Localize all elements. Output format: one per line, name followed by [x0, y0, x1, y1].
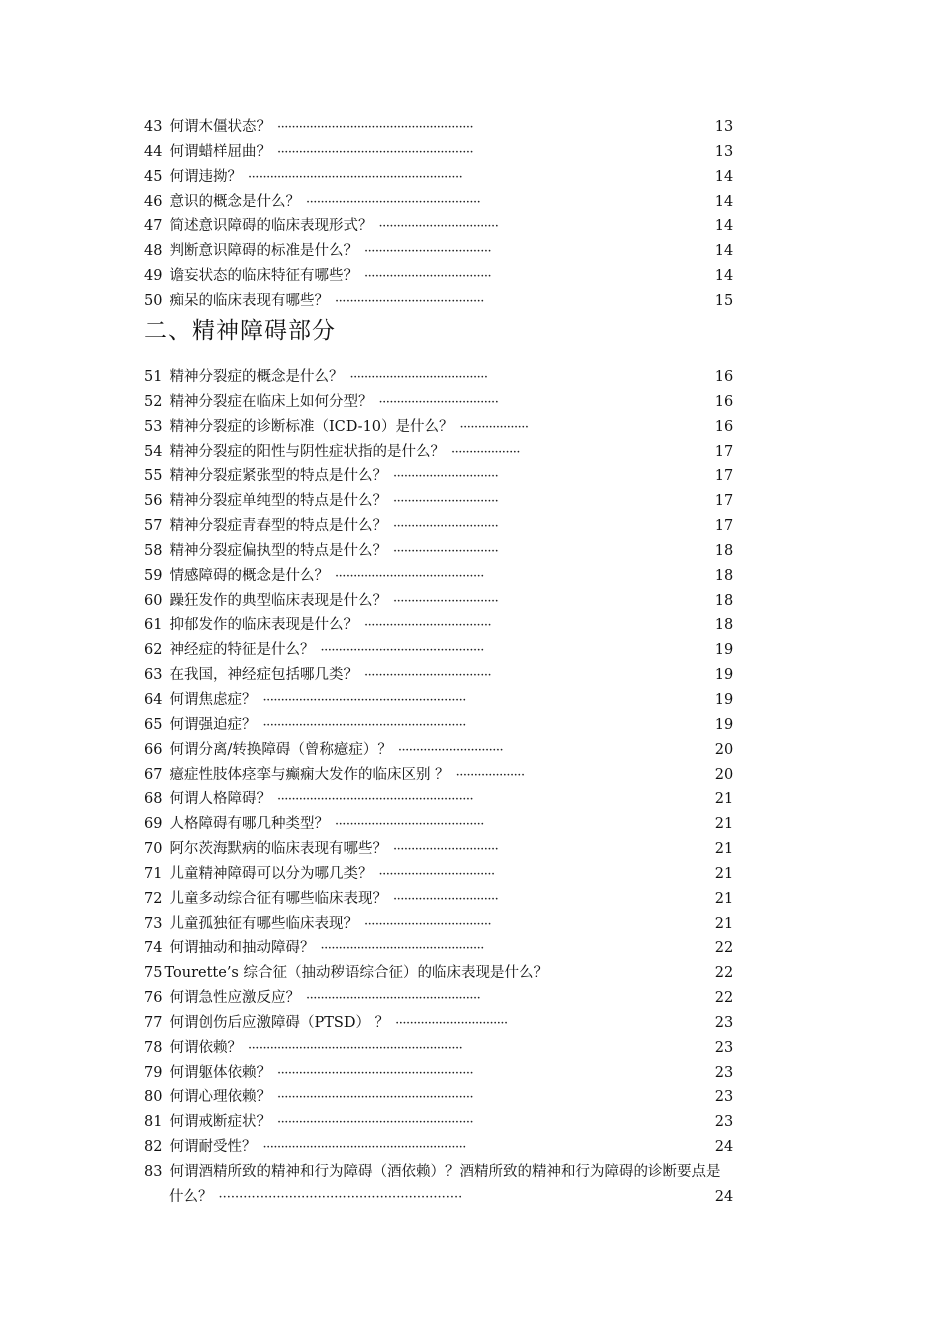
toc-entry-page-number: 21 [714, 915, 734, 932]
toc-entry-page-number: 14 [714, 168, 734, 185]
toc-entry-number: 80 [144, 1089, 163, 1106]
toc-entry-number: 56 [144, 493, 163, 510]
toc-entry-page-number: 20 [714, 741, 734, 758]
toc-entry-number: 62 [144, 642, 163, 659]
toc-dot-leader: ······················································ [276, 120, 474, 135]
toc-entry-number: 45 [144, 168, 163, 185]
toc-entry-page-number: 17 [714, 468, 734, 485]
toc-entry-page-number: 20 [714, 766, 734, 783]
toc-entry-number: 44 [144, 143, 163, 160]
toc-dot-leader: ······························· [395, 1015, 508, 1031]
toc-entry-number: 77 [144, 1014, 163, 1031]
toc-dot-leader: ················································ [305, 991, 481, 1007]
toc-entry[interactable] [144, 1135, 808, 1160]
toc-entry-title: 何谓强迫症？ [169, 716, 257, 733]
toc-entry[interactable] [144, 214, 808, 239]
toc-entry-page-number: 21 [714, 865, 734, 882]
toc-dot-leader: ························································ [262, 1140, 466, 1156]
section-heading: 二、精神障碍部分 [144, 318, 336, 344]
toc-dot-leader: ········································· [334, 817, 484, 833]
toc-dot-leader: ··················· [459, 419, 529, 435]
toc-dot-leader: ····························· [392, 842, 499, 858]
toc-entry-number: 48 [144, 243, 163, 260]
toc-dot-leader: ····························· [392, 519, 499, 535]
toc-entry-title: 何谓抽动和抽动障碍？ [169, 940, 315, 957]
toc-entry[interactable] [144, 1061, 808, 1086]
toc-entry[interactable] [144, 440, 808, 465]
toc-entry-title: 何谓躯体依赖？ [169, 1064, 271, 1081]
toc-entry-number: 58 [144, 542, 163, 559]
toc-entry-title: 何谓急性应激反应？ [169, 990, 300, 1007]
toc-entry[interactable] [144, 663, 808, 688]
toc-entry-number: 65 [144, 716, 163, 733]
toc-entry-number: 70 [144, 841, 163, 858]
toc-entry-line-1 [144, 1160, 808, 1185]
toc-dot-leader: ··························································· [247, 1040, 463, 1056]
toc-entry[interactable] [144, 961, 808, 986]
toc-dot-leader: ············································· [320, 643, 484, 659]
toc-entry-page-number: 23 [714, 1039, 734, 1056]
toc-entry-page-number: 16 [714, 418, 734, 435]
toc-entry-page-number: 21 [714, 791, 734, 808]
toc-entry[interactable] [144, 837, 808, 862]
toc-entry[interactable] [144, 812, 808, 837]
toc-entry-number: 47 [144, 218, 163, 235]
toc-entry-title: 情感障碍的概念是什么？ [169, 567, 329, 584]
toc-entry-title: 何谓依赖？ [169, 1039, 242, 1056]
toc-dot-leader: ························································ [262, 717, 466, 733]
toc-entry-title: 何谓蜡样屈曲？ [169, 143, 271, 160]
toc-dot-leader: ······················································ [276, 1090, 474, 1106]
toc-entry-number: 75 [144, 965, 163, 982]
toc-entry[interactable] [144, 390, 808, 415]
toc-entry-title: 神经症的特征是什么？ [169, 642, 315, 659]
toc-section-1-list [144, 115, 808, 314]
toc-entry-page-number: 14 [714, 193, 734, 210]
toc-entry-page-number: 18 [714, 542, 734, 559]
toc-entry-number: 83 [144, 1164, 163, 1180]
toc-entry-number: 66 [144, 741, 163, 758]
toc-dot-leader: ········································· [334, 568, 484, 584]
toc-dot-leader: ····························· [392, 891, 499, 907]
toc-entry-number: 60 [144, 592, 163, 609]
toc-dot-leader: ································· [378, 219, 499, 235]
toc-entry[interactable] [144, 862, 808, 887]
toc-entry[interactable] [144, 936, 808, 961]
toc-entry-title: 何谓违拗？ [169, 168, 242, 185]
toc-entry-number: 78 [144, 1039, 163, 1056]
toc-entry-page-number: 14 [714, 243, 734, 260]
toc-entry-title: 痴呆的临床表现有哪些？ [169, 292, 329, 309]
toc-entry-title: 精神分裂症的诊断标准（ICD-10）是什么？ [169, 418, 454, 435]
toc-entry-page-number: 22 [714, 990, 734, 1007]
toc-entry-page-number: 14 [714, 218, 734, 235]
toc-entry[interactable] [144, 539, 808, 564]
toc-entry-page-number: 14 [714, 268, 734, 285]
toc-entry-title: 判断意识障碍的标准是什么？ [169, 243, 358, 260]
toc-entry-number: 43 [144, 119, 163, 135]
toc-dot-leader: ····························· [392, 494, 499, 510]
toc-entry-page-number: 17 [714, 443, 734, 460]
toc-entry-page-number: 18 [714, 592, 734, 609]
toc-entry[interactable] [144, 638, 808, 663]
toc-entry-number: 59 [144, 567, 163, 584]
toc-entry-page-number: 23 [714, 1114, 734, 1131]
toc-dot-leader: ················································ [305, 194, 481, 210]
toc-entry-title: 抑郁发作的临床表现是什么？ [169, 617, 358, 634]
toc-entry-number: 69 [144, 816, 163, 833]
toc-entry-page-number: 23 [714, 1089, 734, 1106]
toc-entry-title: 何谓分离/转换障碍（曾称癔症）？ [169, 741, 392, 758]
toc-entry-title: 精神分裂症偏执型的特点是什么？ [169, 542, 387, 559]
toc-dot-leader: ··································· [363, 916, 492, 932]
toc-entry[interactable] [144, 763, 808, 788]
toc-dot-leader: ····························· [397, 742, 504, 758]
toc-dot-leader: ······································ [349, 370, 488, 385]
toc-entry-number: 73 [144, 915, 163, 932]
toc-dot-leader: ··························································· [247, 169, 463, 185]
toc-entry-title: 何谓创伤后应激障碍（PTSD） ？ [169, 1014, 390, 1031]
toc-entry-page-number: 13 [714, 143, 734, 160]
toc-entry-page-number: 21 [714, 841, 734, 858]
toc-entry-number: 72 [144, 890, 163, 907]
toc-entry-title: 何谓焦虑症？ [169, 691, 257, 708]
toc-entry-number: 53 [144, 418, 163, 435]
toc-entry-page-number: 18 [714, 567, 734, 584]
toc-entry-page-number: 17 [714, 518, 734, 535]
toc-dot-leader: ······················································ [276, 1115, 474, 1131]
toc-dot-leader: ··································· [363, 244, 492, 260]
toc-entry-number: 67 [144, 766, 163, 783]
toc-entry[interactable] [144, 464, 808, 489]
toc-entry-page-number: 13 [714, 119, 734, 135]
toc-entry-title: 儿童精神障碍可以分为哪几类？ [169, 865, 373, 882]
toc-entry-number: 49 [144, 268, 163, 285]
toc-entry-title: 何谓木僵状态？ [169, 119, 271, 135]
toc-entry-page-number: 18 [714, 617, 734, 634]
toc-entry[interactable] [144, 986, 808, 1011]
toc-entry[interactable] [144, 289, 808, 314]
toc-entry-page-number: 22 [714, 940, 734, 957]
toc-section-2-list [144, 365, 808, 1210]
toc-entry[interactable] [144, 514, 808, 539]
toc-entry-title: 躁狂发作的典型临床表现是什么？ [169, 592, 387, 609]
toc-entry-title: 精神分裂症的概念是什么？ [169, 369, 344, 385]
toc-entry-title: 意识的概念是什么？ [169, 193, 300, 210]
toc-dot-leader: ··························································· [218, 1189, 463, 1205]
toc-entry[interactable] [144, 264, 808, 289]
toc-dot-leader: ································· [378, 394, 499, 410]
toc-entry[interactable] [144, 140, 808, 165]
toc-dot-leader: ······················································ [276, 144, 474, 160]
toc-dot-leader: ································ [378, 866, 495, 882]
toc-entry[interactable] [144, 365, 808, 390]
toc-entry-title: 精神分裂症单纯型的特点是什么？ [169, 493, 387, 510]
toc-entry[interactable] [144, 165, 808, 190]
toc-entry[interactable] [144, 912, 808, 937]
toc-entry-number: 55 [144, 468, 163, 485]
toc-entry-number: 50 [144, 292, 163, 309]
toc-entry-number: 82 [144, 1139, 163, 1156]
toc-entry-number: 54 [144, 443, 163, 460]
toc-entry-title: 在我国，神经症包括哪几类？ [169, 667, 358, 684]
toc-entry-page-number: 19 [714, 716, 734, 733]
toc-entry-page-number: 19 [714, 667, 734, 684]
toc-entry-title: 简述意识障碍的临床表现形式？ [169, 218, 373, 235]
toc-entry-title: 精神分裂症在临床上如何分型？ [169, 393, 373, 410]
toc-entry[interactable] [144, 239, 808, 264]
toc-dot-leader: ····························· [392, 469, 499, 485]
toc-entry-number: 52 [144, 393, 163, 410]
toc-dot-leader: ····························· [392, 593, 499, 609]
toc-entry-page-number: 15 [714, 292, 734, 309]
toc-entry[interactable] [144, 1160, 808, 1210]
toc-entry-number: 74 [144, 940, 163, 957]
toc-entry-title-continued: 什么？ [169, 1188, 213, 1205]
toc-entry[interactable] [144, 489, 808, 514]
toc-entry-title: 人格障碍有哪几种类型？ [169, 816, 329, 833]
toc-entry-title: 阿尔茨海默病的临床表现有哪些？ [169, 841, 387, 858]
toc-entry[interactable] [144, 688, 808, 713]
toc-entry-line-2 [144, 1185, 808, 1211]
toc-entry-number: 71 [144, 865, 163, 882]
toc-entry-title: 何谓心理依赖？ [169, 1089, 271, 1106]
toc-entry[interactable] [144, 887, 808, 912]
toc-entry-title: 谵妄状态的临床特征有哪些？ [169, 268, 358, 285]
toc-entry[interactable] [144, 1011, 808, 1036]
toc-dot-leader: ························································ [262, 692, 466, 708]
toc-entry-page-number: 19 [714, 642, 734, 659]
toc-entry-number: 68 [144, 791, 163, 808]
toc-dot-leader: ··················· [450, 444, 520, 460]
toc-entry-number: 57 [144, 518, 163, 535]
toc-dot-leader: ············································· [320, 941, 484, 957]
toc-entry-number: 76 [144, 990, 163, 1007]
toc-dot-leader: ··································· [363, 618, 492, 634]
toc-entry[interactable] [144, 1110, 808, 1135]
toc-entry-page-number: 21 [714, 816, 734, 833]
toc-entry-title: 精神分裂症的阳性与阴性症状指的是什么？ [169, 443, 445, 460]
toc-dot-leader: ····························· [392, 543, 499, 559]
toc-entry[interactable] [144, 713, 808, 738]
toc-entry-page-number: 23 [714, 1064, 734, 1081]
toc-entry-title: 何谓酒精所致的精神和行为障碍（酒依赖）？酒精所致的精神和行为障碍的诊断要点是 [169, 1164, 721, 1180]
toc-entry-title: 精神分裂症紧张型的特点是什么？ [169, 468, 387, 485]
toc-entry[interactable] [144, 564, 808, 589]
toc-dot-leader: ··································· [363, 269, 492, 285]
toc-dot-leader: ······················································ [276, 1065, 474, 1081]
toc-entry-number: 63 [144, 667, 163, 684]
toc-entry-page-number: 24 [714, 1188, 734, 1205]
toc-entry-page-number: 17 [714, 493, 734, 510]
toc-entry-number: 64 [144, 691, 163, 708]
toc-entry-title: 儿童多动综合征有哪些临床表现？ [169, 890, 387, 907]
toc-dot-leader: ······················································ [276, 792, 474, 808]
toc-entry-number: 61 [144, 617, 163, 634]
toc-entry-title: 儿童孤独征有哪些临床表现？ [169, 915, 358, 932]
toc-dot-leader: ········································· [334, 293, 484, 309]
toc-entry-page-number: 16 [714, 369, 734, 385]
toc-dot-leader: ··································· [363, 668, 492, 684]
toc-entry[interactable] [144, 415, 808, 440]
toc-entry-title: 精神分裂症青春型的特点是什么？ [169, 518, 387, 535]
toc-entry[interactable] [144, 1085, 808, 1110]
toc-entry[interactable] [144, 115, 808, 140]
toc-entry-page-number: 24 [714, 1139, 734, 1156]
toc-entry[interactable] [144, 738, 808, 763]
toc-entry-number: 79 [144, 1064, 163, 1081]
toc-entry-page-number: 22 [714, 965, 734, 982]
toc-entry-page-number: 19 [714, 691, 734, 708]
toc-entry-page-number: 21 [714, 890, 734, 907]
toc-entry-page-number: 16 [714, 393, 734, 410]
toc-dot-leader: ··················· [455, 767, 525, 783]
toc-entry[interactable] [144, 1036, 808, 1061]
toc-entry-title: Tourette’s 综合征（抽动秽语综合征）的临床表现是什么？ [164, 965, 548, 982]
toc-entry-page-number: 23 [714, 1014, 734, 1031]
toc-entry-title: 何谓人格障碍？ [169, 791, 271, 808]
toc-entry[interactable] [144, 787, 808, 812]
toc-entry-title: 何谓耐受性？ [169, 1139, 257, 1156]
toc-entry[interactable] [144, 613, 808, 638]
toc-entry[interactable] [144, 589, 808, 614]
toc-entry-title: 何谓戒断症状？ [169, 1114, 271, 1131]
toc-entry-number: 51 [144, 369, 163, 385]
toc-entry-number: 81 [144, 1114, 163, 1131]
toc-entry-number: 46 [144, 193, 163, 210]
toc-entry-title: 癔症性肢体痉挛与癫痫大发作的临床区别 ？ [169, 766, 450, 783]
toc-entry[interactable] [144, 190, 808, 215]
